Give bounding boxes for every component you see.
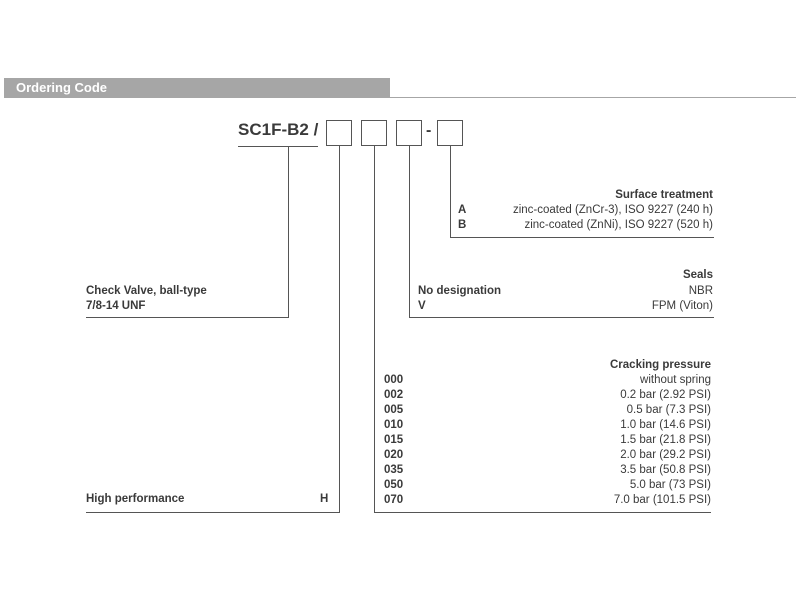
seals-code-v: V <box>418 300 426 312</box>
surface-title: Surface treatment <box>615 189 713 201</box>
section-title: Ordering Code <box>16 80 108 95</box>
surface-desc-b: zinc-coated (ZnNi), ISO 9227 (520 h) <box>524 219 713 231</box>
cracking-desc: 3.5 bar (50.8 PSI) <box>620 464 711 476</box>
code-box-3 <box>397 121 422 146</box>
cracking-code: 020 <box>384 449 404 461</box>
cracking-code: 002 <box>384 389 404 401</box>
cracking-code: 050 <box>384 479 404 491</box>
cracking-desc: 2.0 bar (29.2 PSI) <box>620 449 711 461</box>
performance-code: H <box>320 493 329 505</box>
cracking-title: Cracking pressure <box>610 359 711 371</box>
surface-code-b: B <box>458 219 467 231</box>
cracking-code: 015 <box>384 434 404 446</box>
surface-desc-a: zinc-coated (ZnCr-3), ISO 9227 (240 h) <box>512 204 713 216</box>
seals-desc-nbr: NBR <box>688 285 713 297</box>
cracking-desc: 1.5 bar (21.8 PSI) <box>620 434 711 446</box>
seals-title: Seals <box>682 269 713 281</box>
cracking-code: 000 <box>384 374 404 386</box>
cracking-desc: 7.0 bar (101.5 PSI) <box>613 494 711 506</box>
cracking-desc: 1.0 bar (14.6 PSI) <box>620 419 711 431</box>
cracking-desc: 0.2 bar (2.92 PSI) <box>620 389 711 401</box>
cracking-code: 005 <box>384 404 404 416</box>
surface-code-a: A <box>458 204 467 216</box>
cracking-desc: without spring <box>640 374 711 386</box>
code-box-1 <box>327 121 352 146</box>
valve-type-label: Check Valve, ball-type <box>86 285 207 297</box>
performance-label: High performance <box>86 493 185 505</box>
cracking-desc: 5.0 bar (73 PSI) <box>629 479 711 491</box>
code-box-4 <box>438 121 463 146</box>
seals-desc-fpm: FPM (Viton) <box>651 300 713 312</box>
cracking-desc: 0.5 bar (7.3 PSI) <box>626 404 711 416</box>
order-code-dash: - <box>426 122 432 139</box>
cracking-code: 010 <box>384 419 404 431</box>
valve-thread-label: 7/8-14 UNF <box>86 300 146 312</box>
seals-code-none: No designation <box>418 285 502 297</box>
cracking-code: 070 <box>384 494 404 506</box>
code-box-2 <box>362 121 387 146</box>
order-code-prefix: SC1F-B2 / <box>238 120 319 139</box>
cracking-code: 035 <box>384 464 404 476</box>
